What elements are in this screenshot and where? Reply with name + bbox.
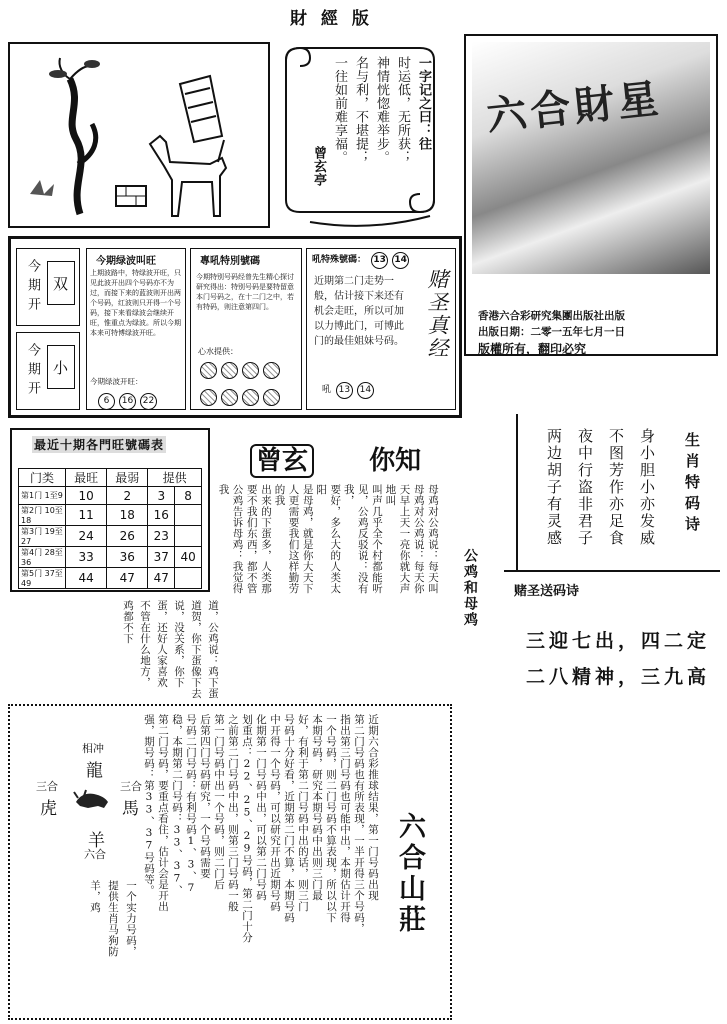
number-ball: 16 xyxy=(119,393,136,410)
story-column: 不管在什么地方， xyxy=(139,600,151,688)
table-cell xyxy=(175,526,202,547)
gambler-poem-title: 赌圣送码诗 xyxy=(514,584,580,599)
harmony-column: 指出第三门号码也可能中出，本期估计开得 xyxy=(339,714,351,923)
scroll-line: 时运低，无所获； xyxy=(395,56,410,164)
story-column: 叫声几乎全个村都能听 xyxy=(371,484,383,594)
dog-and-tree-sketch-icon xyxy=(10,44,268,226)
blank-ball xyxy=(242,362,259,379)
story-column: 母鸡对公鸡说：每天你 xyxy=(412,484,425,594)
period-box-1 xyxy=(16,248,80,326)
poem-column: 身小胆小亦发威 xyxy=(638,428,656,547)
story-column: 是母鸡，就是你大天下 xyxy=(301,484,314,594)
table-row xyxy=(19,526,202,547)
harmony-column: 第一门号码中出一个号码，则二门后 xyxy=(213,714,225,890)
six-harmony-label: 六合 xyxy=(84,848,106,861)
story-column: 道，公鸡说：鸡下蛋 xyxy=(207,600,219,699)
harmony-column: 强，期号码：第33、37号码等。 xyxy=(143,714,155,896)
table-cell: 40 xyxy=(175,547,202,568)
history-table-panel xyxy=(10,428,210,592)
clash-label: 相冲 xyxy=(82,742,104,755)
number-ball: 14 xyxy=(392,252,409,269)
table-cell xyxy=(175,505,202,526)
blank-ball xyxy=(221,362,238,379)
story-bottom-body xyxy=(30,600,220,700)
harmony-label-left: 三合 xyxy=(36,780,58,793)
blank-ball xyxy=(200,389,217,406)
column-header: 最弱 xyxy=(107,469,148,487)
period-value: 小 xyxy=(53,359,69,377)
history-title: 最近十期各門旺號碼表 xyxy=(34,438,165,452)
cover-date: 出版日期：二零一五年七月一日 xyxy=(478,326,625,338)
pair-code-foot xyxy=(322,382,376,399)
scroll-heading: 一字记之曰：往 xyxy=(416,56,431,151)
history-table xyxy=(18,468,202,589)
harmony-column: 第二门号码，要重点看住，估计会是开出 xyxy=(157,714,169,912)
column-header: 提供 xyxy=(148,469,202,487)
blank-ball xyxy=(263,389,280,406)
gate-cell: 第2门 10至18 xyxy=(19,505,66,526)
number-ball: 13 xyxy=(336,382,353,399)
pair-code-label: 吼特殊號碼： xyxy=(312,255,367,265)
table-cell: 47 xyxy=(148,568,175,589)
harmony-body xyxy=(140,714,380,1014)
harmony-column: 本期号码，研究本期号码中出则三门最 xyxy=(311,714,323,901)
harmony-column: 第二门号码也有所表现，一半开得三个号码， xyxy=(353,714,365,934)
story-title-tail: 你知 xyxy=(369,446,422,476)
number-ball: 6 xyxy=(98,393,115,410)
green-wave-foot: 今期绿波开旺： xyxy=(90,377,143,386)
story-column: 蛋，还好人家喜欢 xyxy=(156,600,168,688)
table-cell: 8 xyxy=(175,487,202,505)
poem-line: 二八精神，三九高 xyxy=(526,666,711,688)
harmony-column: 近期六合彩推球结果，第一门号码出现 xyxy=(367,714,379,901)
side-note-column: 提供生肖马狗防 xyxy=(107,880,119,957)
poem-column: 两边胡子有灵感 xyxy=(545,428,563,547)
poem-column: 夜中行盗非君子 xyxy=(576,428,594,547)
harmony-column: 号码二门号码：有利号码1、3、7 xyxy=(185,714,197,895)
gate-cell: 第3门 19至27 xyxy=(19,526,66,547)
zodiac-horse: 馬 xyxy=(122,799,139,819)
ox-icon xyxy=(72,788,112,814)
green-wave-title: 今期绿波叫旺 xyxy=(96,256,156,267)
harmony-column: 稳，本期第二门号码：33、37、 xyxy=(171,714,183,896)
story-column: 道贺，你下蛋像下去 xyxy=(190,600,202,699)
special-code-body: 今期特别号码经曾先生精心探讨研究得出：特别号码是要特留意本门号码之，在十二门之中，若有特码，则注意第四门。 xyxy=(196,273,294,311)
table-cell: 23 xyxy=(148,526,175,547)
pair-code-stamp: 赌圣真经 xyxy=(425,268,449,360)
column-header: 门类 xyxy=(19,469,66,487)
period-box-2 xyxy=(16,332,80,410)
page-title: 財 經 版 xyxy=(290,9,373,29)
side-note-column: 一个实力号码， xyxy=(125,880,137,957)
table-cell: 24 xyxy=(66,526,107,547)
story-column: 鸡都不下 xyxy=(122,600,134,644)
zodiac-poem-panel xyxy=(516,414,722,570)
story-subtitle: 公鸡和母鸡 xyxy=(462,548,478,628)
zodiac-poem-title: 生肖特码诗 xyxy=(683,432,701,537)
table-cell: 26 xyxy=(107,526,148,547)
zodiac-dragon: 龍 xyxy=(86,761,103,781)
harmony-column: 中开得一个号码，可以研究开出近期号码 xyxy=(269,714,281,912)
cover-title: 六合財星 xyxy=(484,74,665,141)
table-cell xyxy=(175,568,202,589)
story-body xyxy=(218,484,440,602)
gate-cell: 第4门 28至36 xyxy=(19,547,66,568)
gambler-poem-panel xyxy=(504,570,720,706)
number-ball: 14 xyxy=(357,382,374,399)
table-cell: 33 xyxy=(66,547,107,568)
story-column: 说，没关系，你下 xyxy=(173,600,185,688)
harmony-side-note xyxy=(88,880,138,1010)
cover-panel xyxy=(464,34,718,356)
zodiac-tiger: 虎 xyxy=(40,799,57,819)
story-column: 见，公鸡反驳说：没有我， xyxy=(343,484,369,594)
table-cell: 18 xyxy=(107,505,148,526)
harmony-label-right: 三合 xyxy=(120,780,142,793)
harmony-column: 好，有利于第二门号码中出的话，则三门 xyxy=(297,714,309,912)
blank-ball xyxy=(263,362,280,379)
special-code-balls xyxy=(198,362,298,410)
table-header-row xyxy=(19,469,202,487)
gate-cell: 第5门 37至49 xyxy=(19,568,66,589)
gate-cell: 第1门 1至9 xyxy=(19,487,66,505)
scroll-poem xyxy=(280,42,450,232)
table-cell: 47 xyxy=(107,568,148,589)
harmony-column: 之前第二门号码中出，则第三门号码一般 xyxy=(227,714,239,912)
story-title xyxy=(250,440,421,477)
scroll-line: 一往如前难享福。 xyxy=(332,56,347,164)
special-code-title: 專吼特別號碼 xyxy=(200,256,260,267)
cover-copyright: 版權所有，翻印必究 xyxy=(478,342,587,356)
number-ball: 13 xyxy=(371,252,388,269)
column-header: 最旺 xyxy=(66,469,107,487)
blank-ball xyxy=(221,389,238,406)
green-wave-body: 上期波路中，特绿波开旺，只见此波开出四个号码亦不为过，而接下来的蓝波则开出两个号码，红波则只开得一个号码，接下来看绿波会继续开旺，惟重点为绿波。所以今期本来可特博绿波开旺。 xyxy=(90,269,181,337)
harmony-column: 号码十分好看，近期第二门不算，本期号码 xyxy=(283,714,295,923)
harmony-title: 六合山莊 xyxy=(394,812,425,936)
story-column: 天早上天一亮你就大声地叫 xyxy=(385,484,411,594)
story-title-mark: 曾玄 xyxy=(250,444,314,478)
table-row xyxy=(19,505,202,526)
harmony-column: 划重点：22、25、29号码，第二门十分 xyxy=(241,714,253,943)
blank-ball xyxy=(242,389,259,406)
table-row xyxy=(19,487,202,505)
story-column: 要好，多么大的人类太阳 xyxy=(315,484,342,594)
table-cell: 10 xyxy=(66,487,107,505)
scroll-line: 神情恍惚难举步。 xyxy=(374,56,389,164)
pair-code-foot-label: 吼 xyxy=(322,385,332,395)
harmony-column: 后第四门号码研究，一个号码需要 xyxy=(199,714,211,879)
poem-line: 三迎七出，四二定 xyxy=(526,630,711,652)
period-label: 今期开 xyxy=(25,343,40,400)
special-code-foot: 心水提供： xyxy=(198,347,238,356)
table-cell: 3 xyxy=(148,487,175,505)
table-cell: 44 xyxy=(66,568,107,589)
harmony-column: 化期第一门号码中出，可以第二门号码 xyxy=(255,714,267,901)
period-value: 双 xyxy=(53,275,69,293)
scroll-author: 曾玄亭 xyxy=(311,146,326,187)
story-column: 人更需要我们这样勤劳的我 xyxy=(274,484,300,594)
blank-ball xyxy=(200,362,217,379)
scroll-line: 名与利，不堪提； xyxy=(353,56,368,164)
story-column: 母鸡对公鸡说：每天叫 xyxy=(427,484,439,594)
cover-publisher: 香港六合彩研究集團出版社出版 xyxy=(478,310,625,322)
zodiac-goat: 羊 xyxy=(88,831,105,851)
number-ball: 22 xyxy=(140,393,157,410)
side-note-column: 羊，鸡 xyxy=(89,880,101,913)
green-wave-numbers xyxy=(96,388,159,410)
pair-code-title xyxy=(312,252,411,269)
story-column: 出来的下蛋多，人类那 xyxy=(260,484,272,594)
pair-code-body: 近期第二门走势一般，估计接下来还有机会走旺，所以可加以力博此门，可博此门的最佳姐妹号码。 xyxy=(314,276,404,347)
story-column: 公鸡告诉母鸡：我觉得我 xyxy=(218,484,244,594)
story-column: 要不我们东西，都不管 xyxy=(245,484,258,594)
table-cell: 36 xyxy=(107,547,148,568)
harmony-column: 一个号码，则二门号码不算表现，所以以下 xyxy=(325,714,337,923)
table-cell: 11 xyxy=(66,505,107,526)
illustration-panel xyxy=(8,42,270,228)
table-cell: 37 xyxy=(148,547,175,568)
table-cell: 2 xyxy=(107,487,148,505)
poem-column: 不图芳作亦足食 xyxy=(607,428,625,547)
table-row xyxy=(19,547,202,568)
table-row xyxy=(19,568,202,589)
period-label: 今期开 xyxy=(25,259,40,316)
table-cell: 16 xyxy=(148,505,175,526)
